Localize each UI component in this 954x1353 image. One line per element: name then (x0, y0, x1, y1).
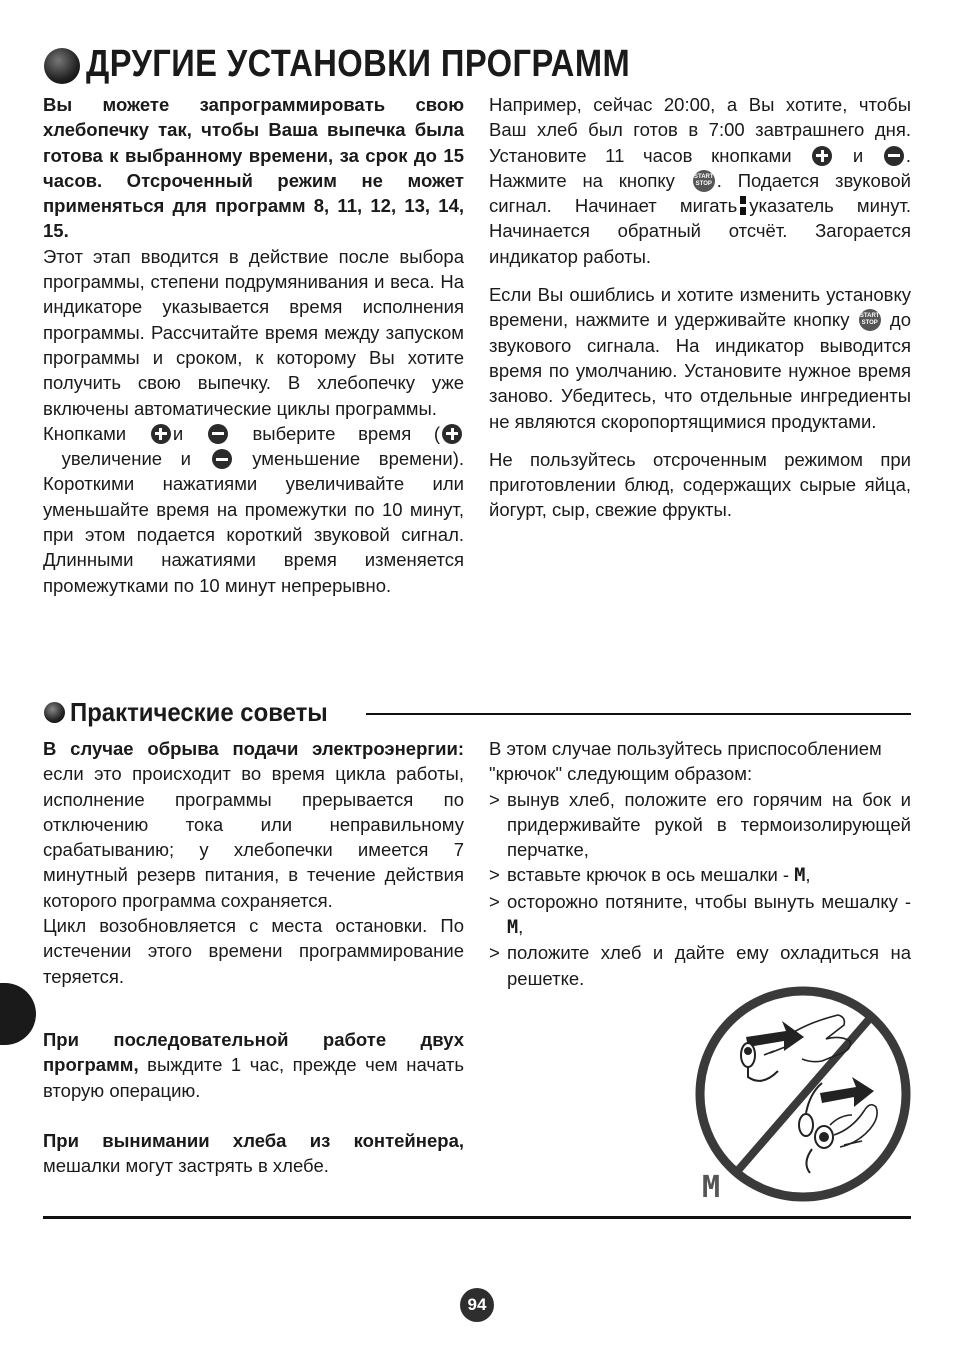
delay-intro: Вы можете запрограммировать свою хлебопечку так, чтобы Ваша выпечка была готова к выбранному времени, за срок до 15 часов. Отсроченный режим не может применяться для программ 8, 11, 12, 13, 14, 15. (43, 94, 464, 242)
plus-button-icon (151, 424, 171, 444)
minus-button-icon (208, 424, 228, 444)
illustration-label: M (702, 1170, 721, 1203)
plus-button-icon (812, 146, 832, 166)
bottom-divider (43, 1216, 911, 1219)
hook-usage-illustration (694, 985, 912, 1203)
list-item: > вынув хлеб, положите его горячим на бок и придерживайте рукой в термоизолирующей перчатке, (489, 787, 911, 863)
tips-left-column (43, 736, 464, 1178)
hook-intro: В этом случае пользуйтесь приспособлением "крючок" следующим образом: (489, 738, 882, 785)
section-divider (366, 713, 911, 715)
list-item: > положите хлеб и дайте ему охладиться на решетке. (489, 940, 911, 991)
delay-example: Например, сейчас 20:00, а Вы хотите, чтобы Ваш хлеб был готов в 7:00 завтрашнего дня. Установите 11 часов кнопками и . Нажмите на кнопку START STOP . Подается звуковой сигнал. Начинает мигать указатель минут. Начинается обратный отсчёт. Загорается индикатор работы. (489, 94, 912, 267)
delay-right-column (489, 92, 911, 523)
sequential-tip: При последовательной работе двух программ, выждите 1 час, прежде чем начать вторую операцию. (43, 1028, 465, 1101)
power-failure-tip: В случае обрыва подачи электроэнергии: если это происходит во время цикла работы, исполнение программы прерывается по отключению тока или неправильному срабатыванию; у хлебопечки имеется 7 минутный резерв питания, в течение действия которого программа сохраняется. (43, 738, 464, 911)
plus-button-icon (442, 424, 462, 444)
page-number: 94 (460, 1288, 494, 1322)
page-title: ДРУГИЕ УСТАНОВКИ ПРОГРАММ (86, 43, 631, 85)
list-item: > вставьте крючок в ось мешалки - M, (489, 862, 911, 888)
removal-tip: При вынимании хлеба из контейнера, мешалки могут застрять в хлебе. (43, 1129, 464, 1177)
minus-button-icon (884, 146, 904, 166)
title-bullet-icon (44, 48, 80, 84)
list-item: > осторожно потяните, чтобы вынуть мешалку - M, (489, 889, 911, 941)
delay-mistake: Если Вы ошиблись и хотите изменить установку времени, нажмите и удерживайте кнопку START STOP до звукового сигнала. На индикатор выводится время по умолчанию. Установите нужное время заново. Убедитесь, что отдельные ингредиенты не являются скоропортящимися продуктами. (489, 284, 912, 432)
side-tab (0, 983, 36, 1045)
delay-left-column (43, 92, 464, 598)
delay-paragraph-1: Этот этап вводится в действие после выбора программы, степени подрумянивания и веса. На индикаторе указывается время исполнения программы. Рассчитайте время между запуском программы и сроком, к которому Вы хотите получить свою выпечку. В хлебопечку уже включены автоматические циклы программы. (43, 245, 464, 419)
section-bullet-icon (44, 702, 65, 723)
minus-button-icon (212, 449, 232, 469)
resume-tip: Цикл возобновляется с места остановки. По истечении этого времени программирование теряется. (43, 915, 464, 987)
section-heading: Практические советы (70, 697, 328, 727)
hook-steps (489, 787, 911, 991)
start-stop-button-icon: START STOP (859, 309, 881, 331)
delay-paragraph-2: Кнопками и выберите время ( увеличение и уменьшение времени). Короткими нажатиями увеличивайте или уменьшайте время на промежутки по 10 минут, при этом подается короткий звуковой сигнал. Длинными нажатиями время изменяется промежутками по 10 минут непрерывно. (43, 422, 465, 596)
tips-right-column (489, 736, 911, 991)
minute-indicator-icon (740, 196, 746, 216)
delay-warning: Не пользуйтесь отсроченным режимом при приготовлении блюд, содержащих сырые яйца, йогурт, сыр, свежие фрукты. (489, 448, 911, 521)
start-stop-button-icon: START STOP (693, 170, 715, 192)
